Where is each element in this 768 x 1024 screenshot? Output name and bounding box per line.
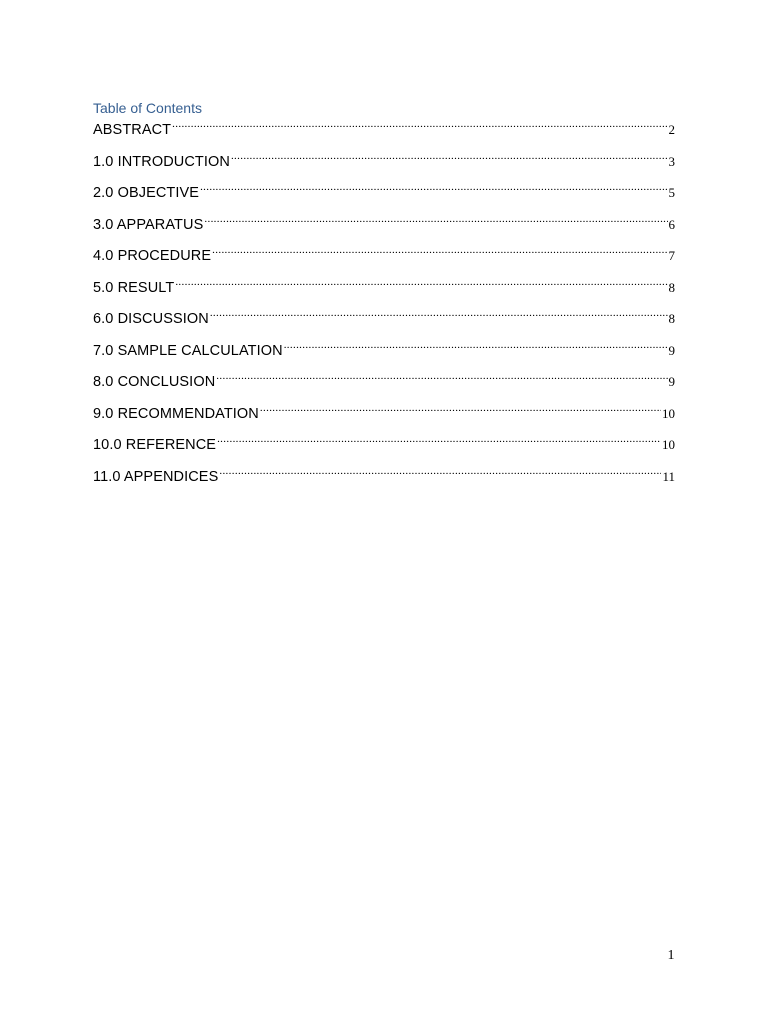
toc-entry-discussion[interactable] — [93, 306, 675, 327]
toc-dot-leader — [211, 243, 667, 260]
toc-entry-page: 10 — [662, 405, 675, 421]
toc-entry-page: 3 — [668, 153, 675, 169]
toc-entry-appendices[interactable] — [93, 464, 675, 485]
toc-heading: Table of Contents — [93, 100, 202, 116]
toc-entry-result[interactable] — [93, 275, 675, 296]
toc-entry-apparatus[interactable] — [93, 212, 675, 233]
toc-entry-page: 2 — [668, 122, 675, 137]
toc-entry-abstract[interactable] — [93, 117, 675, 138]
toc-entry-label: 3.0 APPARATUS — [93, 216, 204, 233]
toc-entry-page: 10 — [662, 437, 675, 452]
toc-entry-reference[interactable] — [93, 432, 675, 453]
toc-entry-label: 8.0 CONCLUSION — [93, 374, 216, 390]
toc-dot-leader — [230, 149, 668, 166]
toc-entry-label: 6.0 DISCUSSION — [93, 311, 209, 327]
table-of-contents — [93, 117, 675, 485]
toc-entry-label: 9.0 RECOMMENDATION — [93, 405, 259, 422]
toc-dot-leader — [215, 369, 667, 386]
toc-entry-label: 11.0 APPENDICES — [93, 468, 219, 485]
toc-entry-label: 1.0 INTRODUCTION — [93, 153, 230, 170]
toc-entry-introduction[interactable] — [93, 149, 675, 170]
toc-entry-page: 11 — [662, 468, 675, 484]
toc-entry-page: 6 — [668, 216, 675, 232]
toc-entry-recommendation[interactable] — [93, 401, 675, 422]
toc-dot-leader — [203, 212, 667, 229]
toc-dot-leader — [259, 401, 661, 418]
toc-entry-label: 2.0 OBJECTIVE — [93, 185, 200, 201]
toc-entry-label: 10.0 REFERENCE — [93, 437, 217, 453]
toc-dot-leader — [218, 464, 661, 481]
toc-dot-leader — [171, 117, 667, 134]
toc-entry-procedure[interactable] — [93, 243, 675, 264]
toc-dot-leader — [174, 275, 667, 292]
toc-entry-conclusion[interactable] — [93, 369, 675, 390]
toc-entry-page: 9 — [668, 374, 675, 389]
toc-dot-leader — [283, 338, 668, 355]
page-number: 1 — [667, 948, 675, 963]
toc-dot-leader — [216, 432, 661, 449]
toc-dot-leader — [199, 180, 667, 197]
toc-dot-leader — [209, 306, 668, 323]
toc-entry-page: 7 — [668, 248, 675, 263]
toc-entry-sample-calculation[interactable] — [93, 338, 675, 359]
toc-entry-label: 5.0 RESULT — [93, 279, 175, 296]
toc-entry-page: 9 — [668, 342, 675, 358]
toc-entry-label: 7.0 SAMPLE CALCULATION — [93, 342, 283, 359]
toc-entry-objective[interactable] — [93, 180, 675, 201]
toc-entry-page: 5 — [668, 185, 675, 200]
toc-entry-page: 8 — [668, 279, 675, 295]
toc-entry-label: 4.0 PROCEDURE — [93, 248, 212, 264]
toc-entry-label: ABSTRACT — [93, 122, 172, 138]
toc-entry-page: 8 — [668, 311, 675, 326]
